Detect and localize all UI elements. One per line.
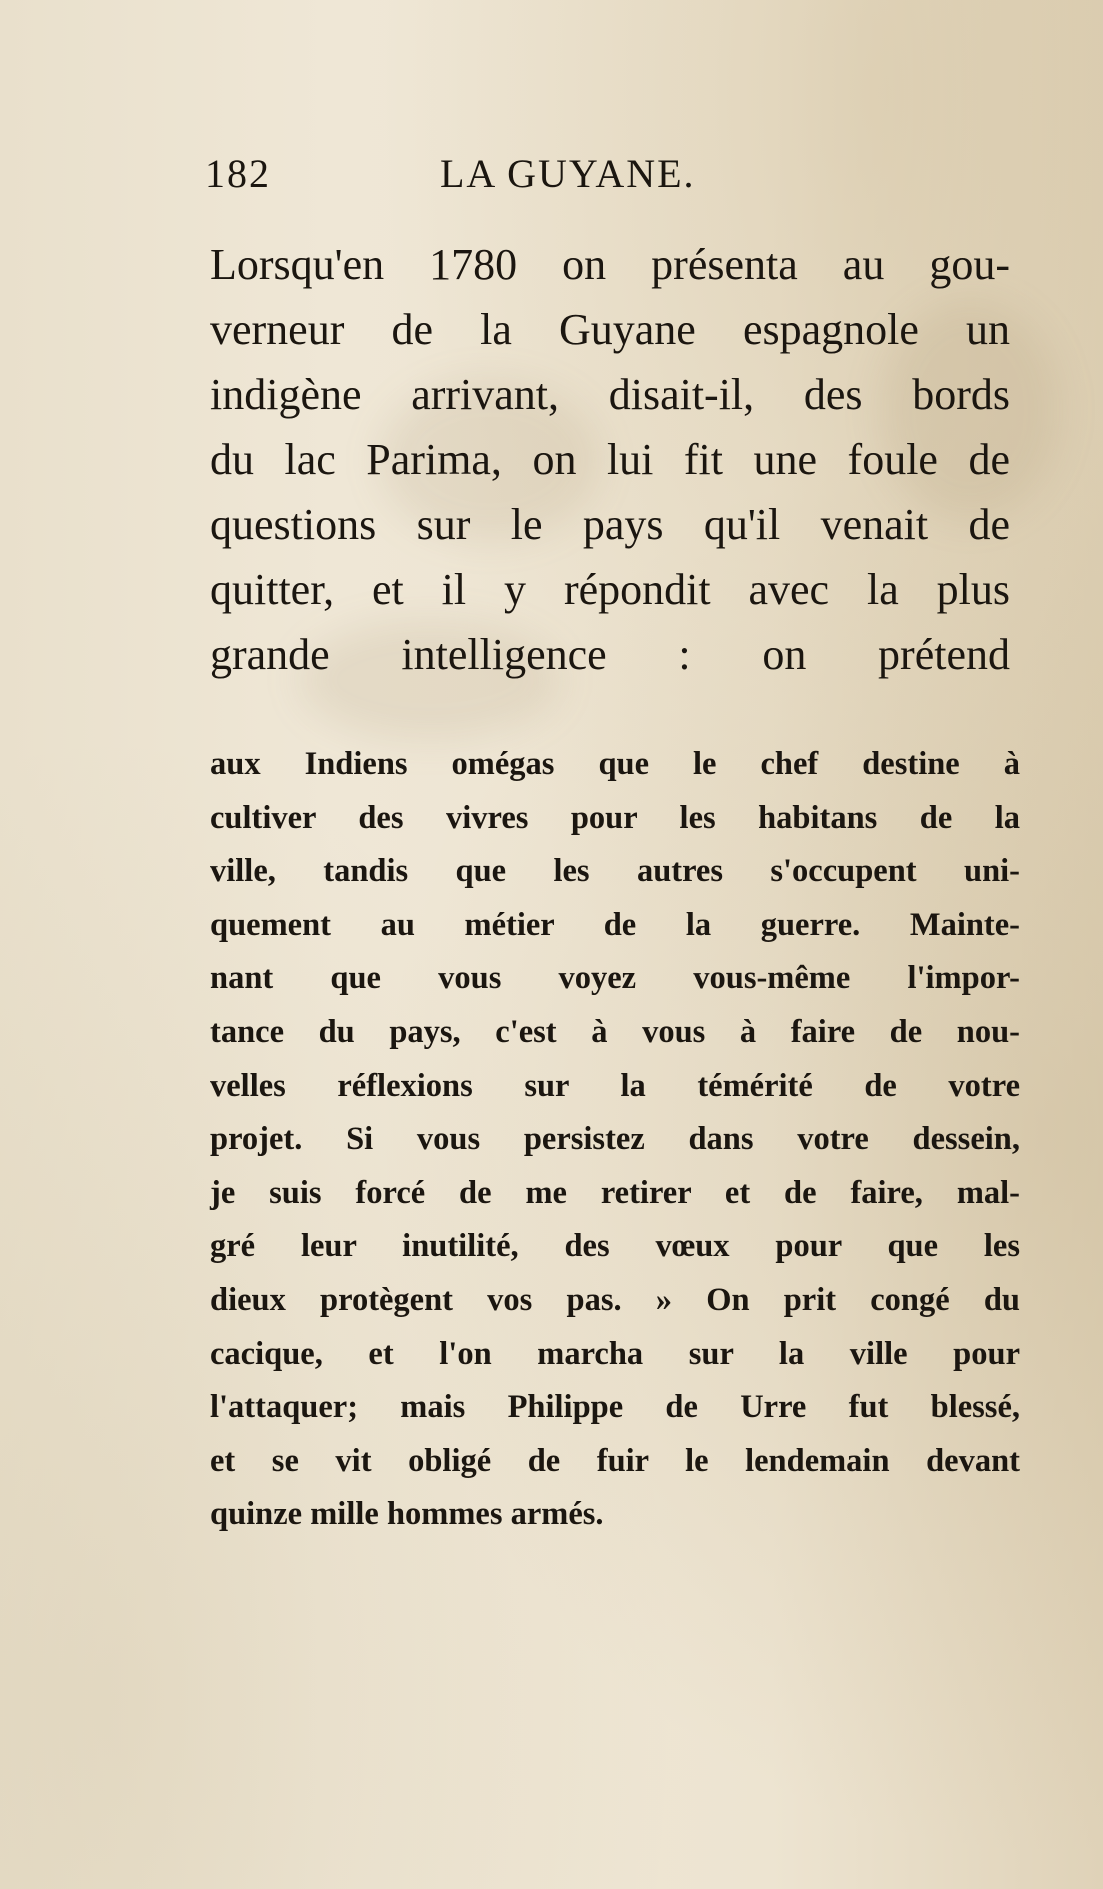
text-line: cacique, et l'on marcha sur la ville pour xyxy=(210,1335,1020,1372)
text-line: tance du pays, c'est à vous à faire de nou- xyxy=(210,1013,1020,1050)
text-line: quitter, et il y répondit avec la plus xyxy=(210,565,1010,614)
text-line: du lac Parima, on lui fit une foule de xyxy=(210,435,1010,484)
text-line: velles réflexions sur la témérité de votre xyxy=(210,1067,1020,1104)
text-line: ville, tandis que les autres s'occupent uni- xyxy=(210,853,1020,890)
text-line: dieux protègent vos pas. » On prit congé du xyxy=(210,1281,1020,1318)
text-line: aux Indiens omégas que le chef destine à xyxy=(210,746,1020,782)
text-line: cultiver des vivres pour les habitans de la xyxy=(210,799,1020,836)
text-line: gré leur inutilité, des vœux pour que les xyxy=(210,1228,1020,1265)
page-number: 182 xyxy=(205,151,271,196)
text-line: grande intelligence : on prétend xyxy=(210,630,1010,679)
text-line: nant que vous voyez vous-même l'impor- xyxy=(210,960,1020,997)
running-title: LA GUYANE. xyxy=(440,151,696,196)
text-line: verneur de la Guyane espagnole un xyxy=(210,305,1010,354)
small-type-paragraph xyxy=(210,738,1020,1542)
page-header xyxy=(205,150,805,200)
text-line: et se vit obligé de fuir le lendemain devant xyxy=(210,1442,1020,1479)
text-line: questions sur le pays qu'il venait de xyxy=(210,500,1010,549)
text-line: l'attaquer; mais Philippe de Urre fut blessé, xyxy=(210,1389,1020,1426)
text-line: indigène arrivant, disait-il, des bords xyxy=(210,370,1010,419)
text-line: quinze mille hommes armés. xyxy=(210,1496,604,1533)
text-line: Lorsqu'en 1780 on présenta au gou- xyxy=(210,240,1010,289)
large-type-paragraph xyxy=(210,232,1010,687)
text-line: quement au métier de la guerre. Mainte- xyxy=(210,906,1020,943)
text-line: je suis forcé de me retirer et de faire, mal- xyxy=(210,1174,1020,1211)
text-line: projet. Si vous persistez dans votre dessein, xyxy=(210,1121,1020,1158)
